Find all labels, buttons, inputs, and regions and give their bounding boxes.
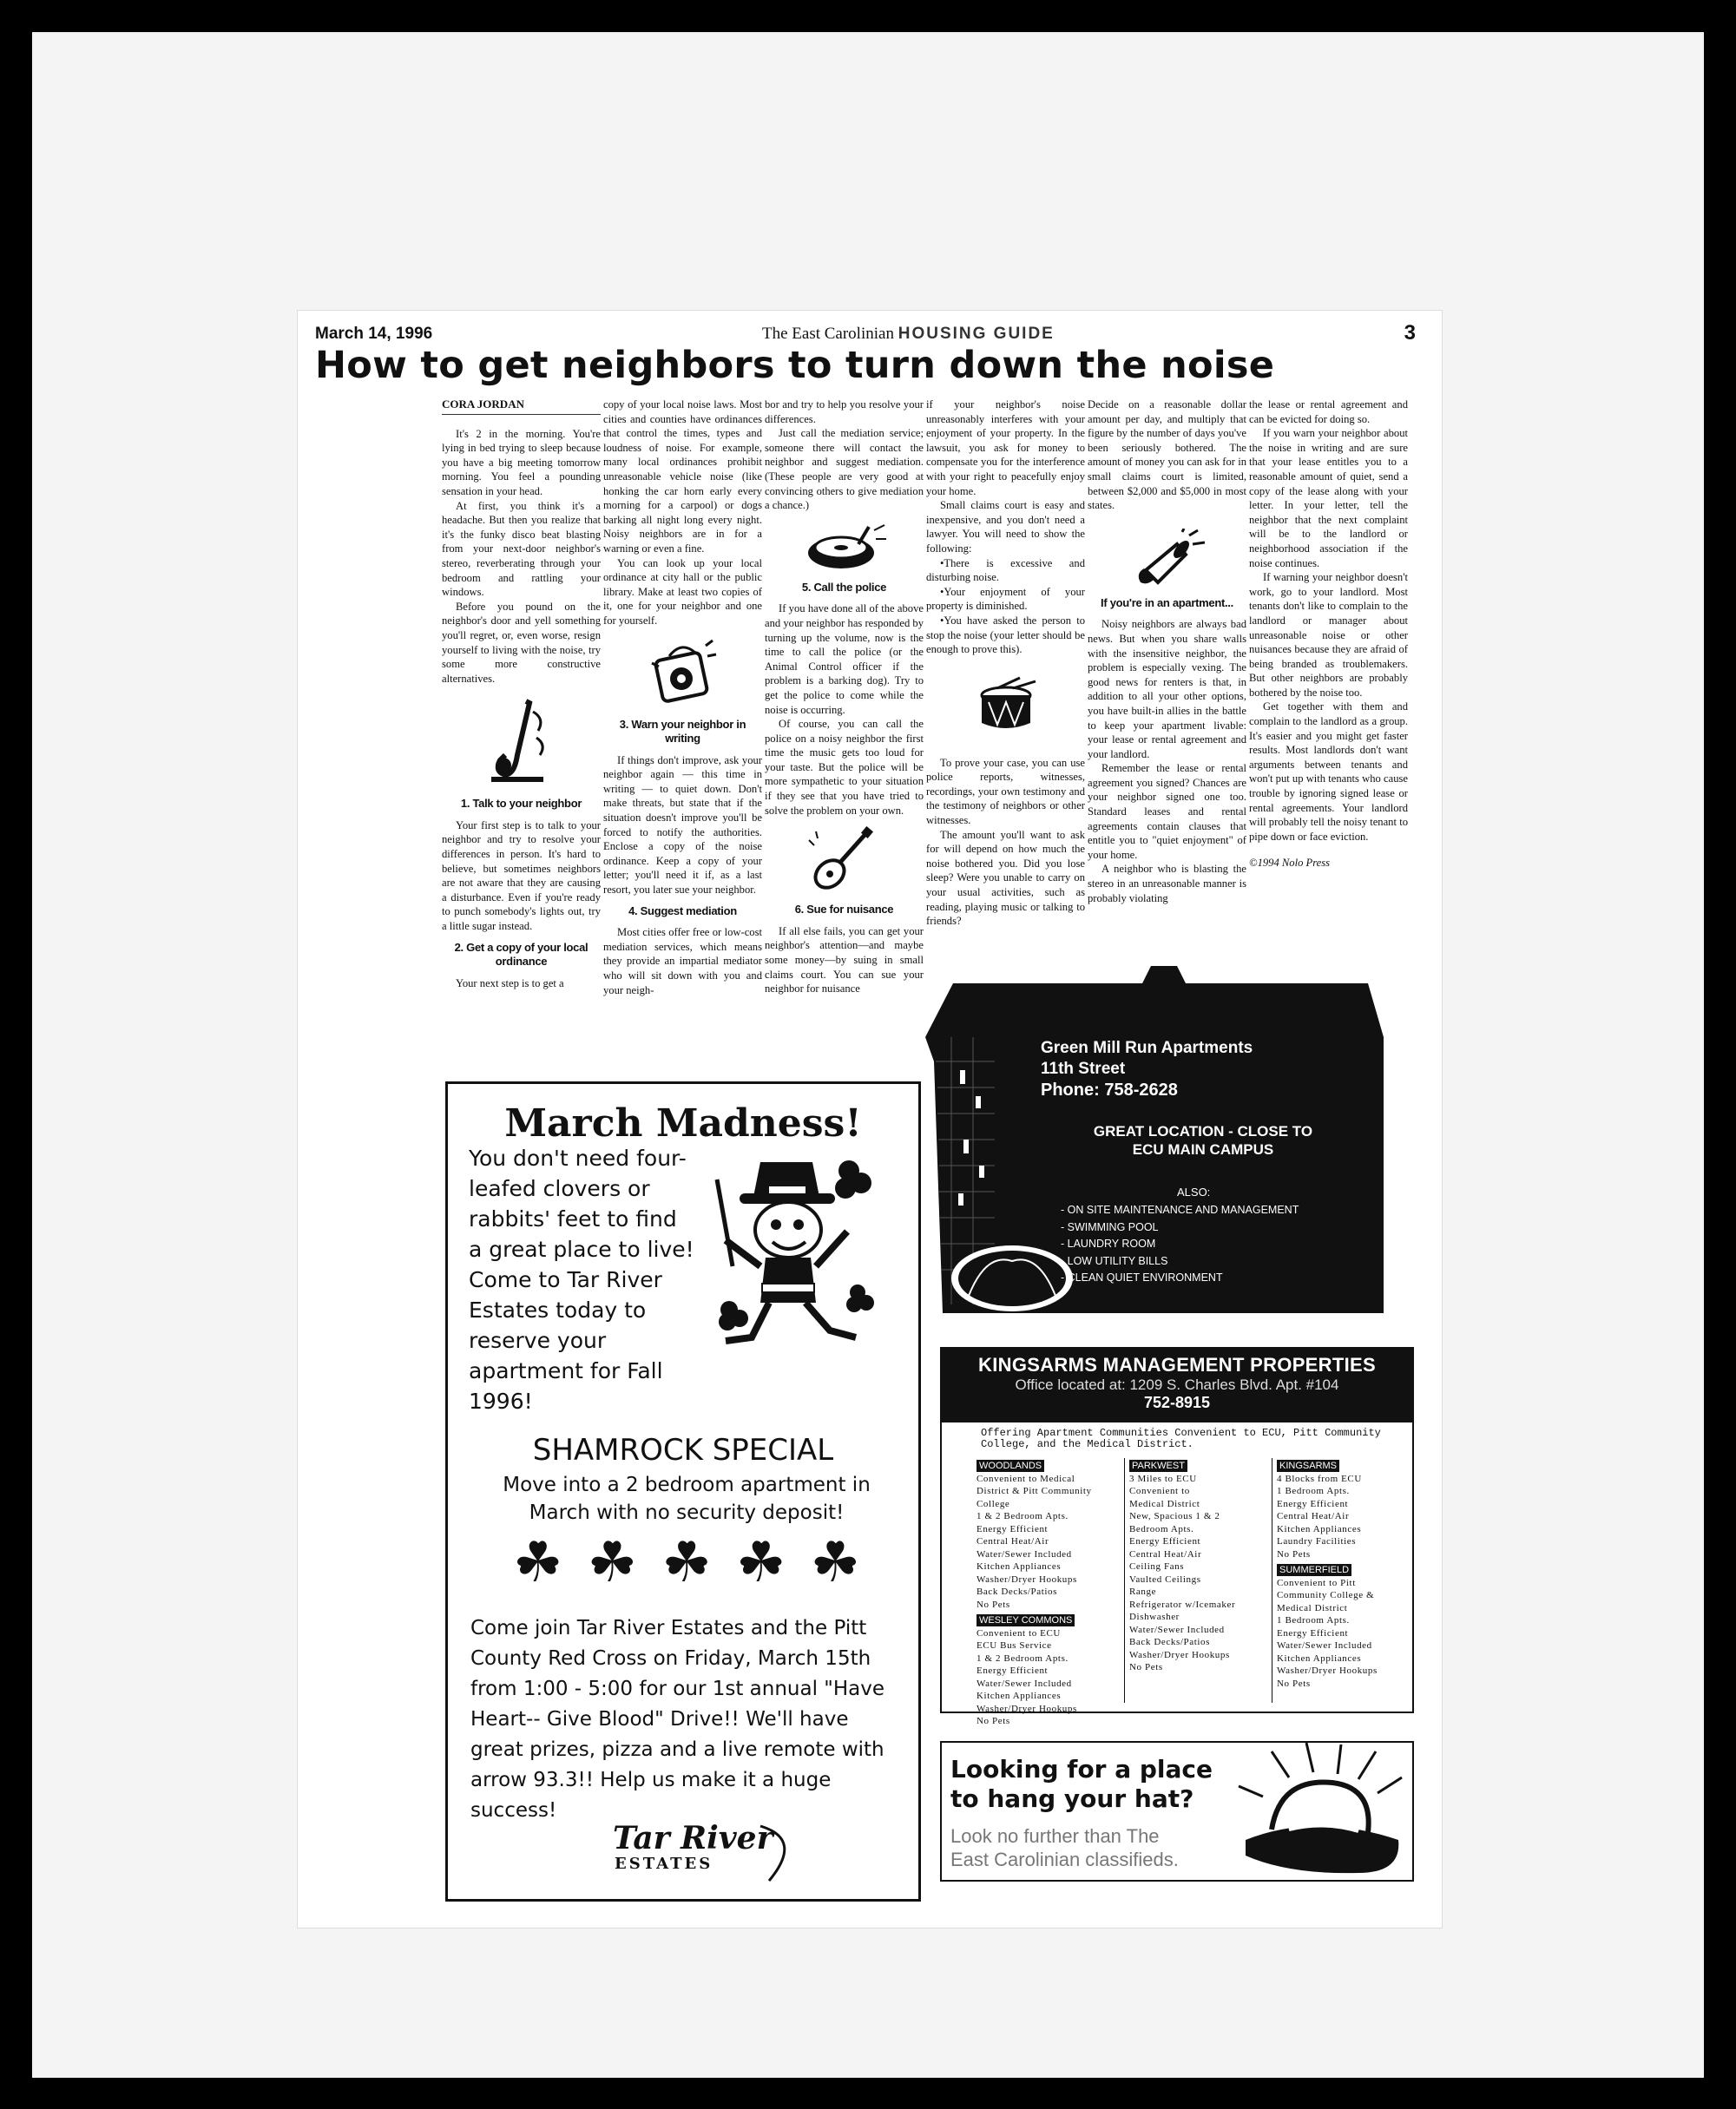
paragraph: Just call the mediation service; someone there will contact the neighbor and suggest mediation. (These people are very good at convincing others to give mediation a chance.) (765, 427, 924, 512)
section-heading: If you're in an apartment... (1101, 595, 1233, 609)
paragraph: Decide on a reasonable dollar amount per day, and multiply that figure by the number of days you've been seriously bothered. The amount of money you can ask for in small claims court is limited, between $2,000 and $5,000 in most states. (1088, 398, 1246, 512)
ad-march-madness (445, 1081, 921, 1902)
paragraph: If things don't improve, ask your neighbor again — this time in writing — to quiet down. Don't make threats, but state that if the situation doesn't improve you'll be forced to notify the authorities. Enclose a copy of the noise ordinance. Keep a copy of your letter; you'll need it if, as a last resort, you later sue your neighbor. (603, 753, 762, 897)
paragraph: At first, you think it's a headache. But then you realize that it's the funky disco beat blasting from your next-door neighbor's stereo, reverberating through your bedroom and rattling your windows. (442, 499, 601, 599)
shamrock-icon: ☘ (810, 1531, 860, 1595)
paragraph: To prove your case, you can use police reports, witnesses, recordings, your own testimony and the testimony of neighbors or other witnesses. (926, 756, 1085, 827)
paragraph: A neighbor who is blasting the stereo in an unreasonable manner is probably violating (1088, 863, 1246, 904)
copyright-credit: ©1994 Nolo Press (1249, 857, 1331, 870)
paragraph: •There is excessive and disturbing noise. (926, 556, 1085, 584)
megaphone-icon (1128, 529, 1207, 589)
paragraph: Noisy neighbors are always bad news. But when you share walls with the insensitive neighbor, the problem is especially vexing. The good news for renters is that, in addition to all your other options, you have built-in allies in the battle to keep your apartment livable: your lease or rental agreement and your landlord. (1088, 618, 1246, 760)
article-column-1 (442, 397, 601, 990)
drum-icon (971, 676, 1041, 737)
ad-offer: Move into a 2 bedroom apartment in March with no security deposit! (503, 1474, 871, 1524)
shamrock-icon: ☘ (587, 1531, 638, 1595)
property-parkwest: PARKWEST 3 Miles to ECU Convenient to Medical District New, Spacious 1 & 2 Bedroom Apts. Energy Efficient Central Heat/Air Ceiling Fans Vaulted Ceilings Range Refrigerator w/Icemaker Dishwasher Water/Sewer Included Back Decks/Patios Washer/Dryer Hookups No Pets (1129, 1461, 1236, 1672)
paragraph: if your neighbor's noise unreasonably interferes with your enjoyment of your property. In the lawsuit, you ask for money to compensate you for the interference with your right to peacefully enjoy your home. (926, 398, 1085, 497)
section-heading: 3. Warn your neighbor in writing (619, 717, 746, 746)
tar-river-logo: Tar River ESTATES (613, 1822, 804, 1891)
ad-subtext: Look no further than The East Carolinian classifieds. (950, 1825, 1179, 1870)
shamrock-icon: ☘ (661, 1531, 712, 1595)
paragraph: Most cities offer free or low-cost mediation services, which means they provide an impartial mediator who will sit down with you and your neigh- (603, 926, 762, 996)
also-label: ALSO: (1177, 1186, 1211, 1199)
paragraph: •You have asked the person to stop the noise (your letter should be enough to prove this). (926, 614, 1085, 656)
location-callout: GREAT LOCATION - CLOSE TO ECU MAIN CAMPUS (1093, 1123, 1313, 1158)
property-name: Green Mill Run Apartments 11th Street Phone: 758-2628 (1041, 1039, 1253, 1100)
paragraph: Small claims court is easy and inexpensive, and you don't need a lawyer. You will need to show the following: (926, 499, 1085, 555)
section-heading: 4. Suggest mediation (628, 903, 737, 917)
article-column-5 (1088, 397, 1246, 905)
paragraph: If you have done all of the above and your neighbor has responded by turning up the volume, now is the time to call the police (or the Animal Control officer if the problem is a barking dog). Try to get the police to come while the noise is occurring. (765, 602, 924, 716)
section-heading: 2. Get a copy of your local ordinance (454, 940, 589, 969)
paragraph: Your first step is to talk to your neighbor and try to resolve your differences in person. It's hard to believe, but sometimes neighbors are not aware that they are causing a disturbance. Even if you're ready to punch somebody's lights out, try a little sugar instead. (442, 818, 601, 933)
shamrock-row (513, 1531, 860, 1595)
hat-icon (1237, 1743, 1410, 1882)
record-player-icon (801, 522, 888, 574)
leprechaun-icon (708, 1145, 882, 1357)
section-heading: 6. Sue for nuisance (794, 903, 894, 917)
article-column-3 (765, 397, 924, 996)
scan-background (32, 32, 1704, 2078)
article-column-2 (603, 397, 762, 997)
paragraph: Your next step is to get a (456, 976, 564, 989)
ad-intro: You don't need four-leafed clovers or rabbits' feet to find a great place to live! Come to Tar River Estates today to reserve your apartment for Fall 1996! (469, 1146, 694, 1414)
ad-headline: Looking for a place to hang your hat? (950, 1755, 1213, 1813)
page-number: 3 (1404, 321, 1416, 345)
ad-title: March Madness! (504, 1101, 862, 1146)
byline: CORA JORDAN (442, 397, 601, 415)
ad-classifieds (940, 1741, 1414, 1882)
article-column-6 (1249, 397, 1408, 871)
paragraph: Get together with them and complain to the landlord as a group. It's easier and you might get faster results. Most landlords don't want arguments between tenants and won't put up with tenants who cause trouble by ignoring signed lease or rental agreements. Your landlord will probably tell the noisy tenant to pipe down or face eviction. (1249, 700, 1408, 843)
saxophone-icon (491, 694, 552, 790)
shamrock-icon: ☘ (513, 1531, 563, 1595)
guitar-icon (806, 826, 884, 896)
ad-body: Come join Tar River Estates and the Pitt County Red Cross on Friday, March 15th from 1:00 - 5:00 for our 1st annual "Have Heart-- Give Blood" Drive!! We'll have great prizes, pizza and a live remote with arrow 93.3!! Help us make it a huge success! (470, 1617, 885, 1822)
paragraph: Remember the lease or rental agreement you signed? Chances are your neighbor signed one too. Standard leases and rental agreements contain clauses that entitle you to "quiet enjoyment" of your home. (1088, 762, 1246, 861)
article-column-4 (926, 397, 1085, 929)
shamrock-icon: ☘ (735, 1531, 786, 1595)
paragraph: •Your enjoyment of your property is diminished. (926, 585, 1085, 613)
paragraph: copy of your local noise laws. Most cities and counties have ordinances that control the times, types and loudness of noise. For example, many local ordinances prohibit unreasonable vehicle noise (like honking the car horn early every morning for a carpool) or dogs barking all night long every night. Noisy neighbors are in for a warning or even a fine. (603, 398, 762, 555)
property-woodlands: WOODLANDS Convenient to Medical District & Pitt Community College 1 & 2 Bedroom Apts. Energy Efficient Central Heat/Air Water/Sewer Included Kitchen Appliances Washer/Dryer Hookups Back Decks/Patios No Pets WESLEY COMMONS Convenient to ECU ECU Bus Service 1 & 2 Bedroom Apts. Energy Efficient Water/Sewer Included Kitchen Appliances Washer/Dryer Hookups No Pets (976, 1461, 1092, 1726)
kingsarms-banner: KINGSARMS MANAGEMENT PROPERTIES Office located at: 1209 S. Charles Blvd. Apt. #104 752-8915 (942, 1349, 1412, 1422)
paragraph: It's 2 in the morning. You're lying in bed trying to sleep because you have a big meeting tomorrow morning. You feel a pounding sensation in your head. (442, 427, 601, 497)
paragraph: If you warn your neighbor about the noise in writing and are sure that your lease entitles you to a reasonable amount of quiet, send a copy of the lease along with your letter. In your letter, tell the neighbor that the next complaint will be to the landlord or neighborhood association if the noise continues. (1249, 427, 1408, 569)
amenities-list: - ON SITE MAINTENANCE AND MANAGEMENT - SWIMMING POOL - LAUNDRY ROOM - LOW UTILITY BILLS - CLEAN QUIET ENVIRONMENT (1061, 1204, 1299, 1284)
radio-speaker-icon (648, 637, 718, 711)
paragraph: Before you pound on the neighbor's door and yell something you'll regret, or, even worse, resign yourself to living with the noise, try some more constructive alternatives. (442, 600, 601, 685)
headline: How to get neighbors to turn down the noise (315, 344, 1275, 387)
paragraph: The amount you'll want to ask for will depend on how much the noise bothered you. Did you lose sleep? Were you unable to carry on your usual activities, such as reading, playing music or talking to friends? (926, 828, 1085, 928)
paragraph: the lease or rental agreement and can be evicted for doing so. (1249, 398, 1408, 425)
section-heading: 1. Talk to your neighbor (460, 797, 582, 811)
section-heading: 5. Call the police (801, 580, 887, 594)
newspaper-page (297, 310, 1443, 1928)
paragraph: You can look up your local ordinance at city hall or the public library. Make at least two copies of it, one for your neighbor and one for yourself. (603, 556, 762, 627)
paragraph: bor and try to help you resolve your differences. (765, 398, 924, 425)
ad-kingsarms (940, 1347, 1414, 1726)
paragraph: If warning your neighbor doesn't work, go to your landlord. Most tenants don't like to complain to the landlord or manager about unreasonable noise or other nuisances because they are afraid of being branded as troublemakers. But other neighbors are probably bothered by the noise too. (1249, 571, 1408, 699)
property-kingsarms: KINGSARMS 4 Blocks from ECU 1 Bedroom Apts. Energy Efficient Central Heat/Air Kitchen Appliances Laundry Facilities No Pets SUMMERFIELD Convenient to Pitt Community College & Medical District 1 Bedroom Apts. Energy Efficient Water/Sewer Included Kitchen Appliances Washer/Dryer Hookups No Pets (1277, 1461, 1378, 1689)
publication-name: The East Carolinian HOUSING GUIDE (762, 325, 1055, 343)
paragraph: Of course, you can call the police on a noisy neighbor the first time the music gets too loud for your taste. But the police will be more sympathetic to your situation if they see that you have tried to solve the problem on your own. (765, 718, 924, 817)
ad-special: SHAMROCK SPECIAL (532, 1433, 834, 1468)
paragraph: If all else fails, you can get your neighbor's attention—and maybe some money—by suing in small claims court. You can sue your neighbor for nuisance (765, 924, 924, 995)
issue-date: March 14, 1996 (315, 325, 433, 343)
ad-green-mill-run (925, 966, 1385, 1313)
kingsarms-offering: Offering Apartment Communities Convenient to ECU, Pitt Community College, and the Medical District. (981, 1427, 1381, 1450)
